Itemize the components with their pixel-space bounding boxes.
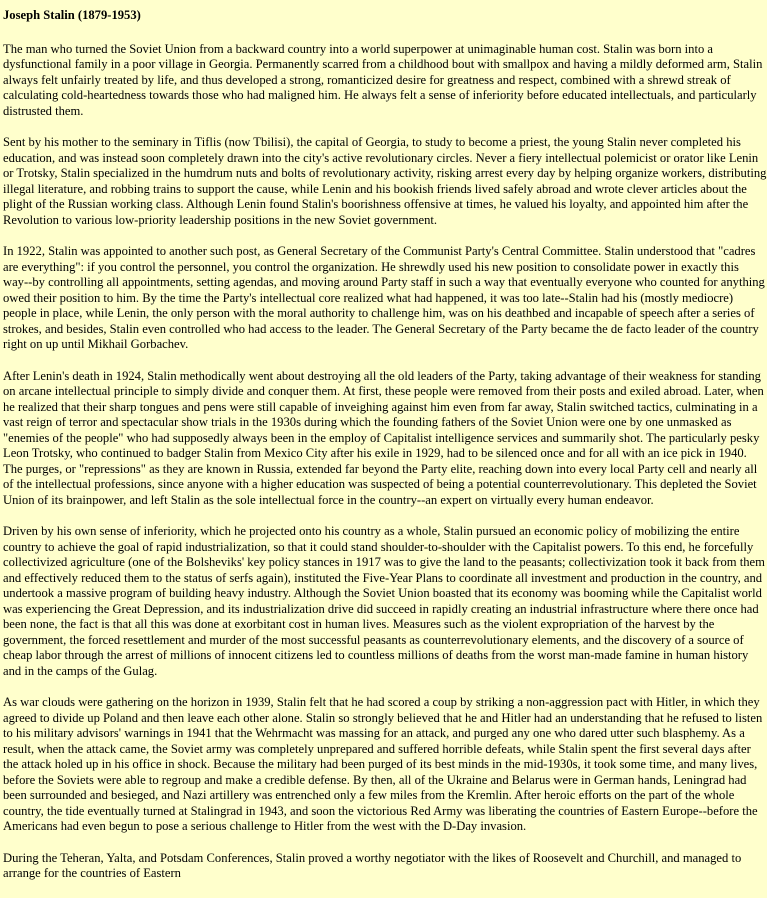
- article: [3, 8, 767, 898]
- paragraph-2: Sent by his mother to the seminary in Tiflis (now Tbilisi), the capital of Georgia, to study to become a priest, the young Stalin never completed his education, and was instead soon completely drawn into the city's active revolutionary circles. Never a fiery intellectual polemicist or orator like Lenin or Trotsky, Stalin specialized in the humdrum nuts and bolts of revolutionary activity, risking arrest every day by helping organize workers, distributing illegal literature, and robbing trains to support the cause, while Lenin and his bookish friends lived safely abroad and wrote clever articles about the plight of the Russian working class. Although Lenin found Stalin's boorishness offensive at times, he valued his loyalty, and appointed him after the Revolution to various low-priority leadership positions in the new Soviet government.: [3, 135, 767, 227]
- paragraph-7: During the Teheran, Yalta, and Potsdam Conferences, Stalin proved a worthy negotiator with the likes of Roosevelt and Churchill, and managed to arrange for the countries of Eastern: [3, 850, 742, 880]
- paragraph-3: In 1922, Stalin was appointed to another such post, as General Secretary of the Communist Party's Central Committee. Stalin understood that "cadres are everything": if you control the personnel, you control the organization. He shrewdly used his new position to consolidate power in exactly this way--by controlling all appointments, setting agendas, and moving around Party staff in such a way that eventually everyone who counted for anything owed their position to him. By the time the Party's intellectual core realized what had happened, it was too late--Stalin had his (mostly mediocre) people in place, while Lenin, the only person with the moral authority to challenge him, was on his deathbed and incapable of speech after a series of strokes, and besides, Stalin even controlled who had access to the leader. The General Secretary of the Party became the de facto leader of the country right on up until Mikhail Gorbachev.: [3, 244, 765, 351]
- paragraph-5: Driven by his own sense of inferiority, which he projected onto his country as a whole, Stalin pursued an economic policy of mobilizing the entire country to achieve the goal of rapid industrialization, so that it could stand shoulder-to-shoulder with the Capitalist powers. To this end, he forcefully collectivized agriculture (one of the Bolsheviks' key policy stances in 1917 was to give the land to the peasants; collectivization took it back from them and effectively reduced them to the status of serfs again), instituted the Five-Year Plans to coordinate all investment and production in the country, and undertook a massive program of building heavy industry. Although the Soviet Union boasted that its economy was booming while the Capitalist world was experiencing the Great Depression, and its industrialization drive did succeed in rapidly creating an industrial infrastructure where there once had been none, the fact is that all this was done at exorbitant cost in human lives. Measures such as the violent expropriation of the harvest by the government, the forced resettlement and murder of the most successful peasants as counterrevolutionary elements, and the discovery of a source of cheap labor through the arrest of millions of innocent citizens led to countless millions of deaths from the worst man-made famine in human history and in the camps of the Gulag.: [3, 524, 765, 678]
- page-title: Joseph Stalin (1879-1953): [3, 8, 141, 22]
- paragraph-1: The man who turned the Soviet Union from a backward country into a world superpower at unimaginable human cost. Stalin was born into a dysfunctional family in a poor village in Georgia. Permanently scarred from a childhood bout with smallpox and having a mildly deformed arm, Stalin always felt unfairly treated by life, and thus developed a strong, romanticized desire for greatness and respect, combined with a shrewd streak of calculating cold-heartedness towards those who had maligned him. He always felt a sense of inferiority before educated intellectuals, and particularly distrusted them.: [3, 41, 763, 118]
- paragraph-4: After Lenin's death in 1924, Stalin methodically went about destroying all the old leaders of the Party, taking advantage of their weakness for standing on arcane intellectual principle to simply divide and conquer them. At first, these people were removed from their posts and exiled abroad. Later, when he realized that their sharp tongues and pens were still capable of inveighing against him even from far away, Stalin switched tactics, culminating in a vast reign of terror and spectacular show trials in the 1930s during which the founding fathers of the Soviet Union were one by one unmasked as "enemies of the people" who had supposedly always been in the employ of Capitalist intelligence services and summarily shot. The particularly pesky Leon Trotsky, who continued to badger Stalin from Mexico City after his exile in 1929, had to be silenced once and for all with an ice pick in 1940. The purges, or "repressions" as they are known in Russia, extended far beyond the Party elite, reaching down into every local Party cell and nearly all of the intellectual professions, since anyone with a higher education was suspected of being a potential counterrevolutionary. This depleted the Soviet Union of its brainpower, and left Stalin as the sole intellectual force in the country--an expert on virtually every human endeavor.: [3, 368, 764, 507]
- paragraph-6: As war clouds were gathering on the horizon in 1939, Stalin felt that he had scored a coup by striking a non-aggression pact with Hitler, in which they agreed to divide up Poland and then leave each other alone. Stalin so strongly believed that he and Hitler had an understanding that he refused to listen to his military advisors' warnings in 1941 that the Wehrmacht was massing for an attack, and purged any one who dared utter such blasphemy. As a result, when the attack came, the Soviet army was completely unprepared and suffered horrible defeats, while Stalin spent the first several days after the attack holed up in his office in shock. Because the military had been purged of its best minds in the mid-1930s, it took some time, and many lives, before the Soviets were able to regroup and make a credible defense. By then, all of the Ukraine and Belarus were in German hands, Leningrad had been surrounded and besieged, and Nazi artillery was entrenched only a few miles from the Kremlin. After heroic efforts on the part of the whole country, the tide eventually turned at Stalingrad in 1943, and soon the victorious Red Army was liberating the countries of Eastern Europe--before the Americans had even begun to pose a serious challenge to Hitler from the west with the D-Day invasion.: [3, 695, 763, 833]
